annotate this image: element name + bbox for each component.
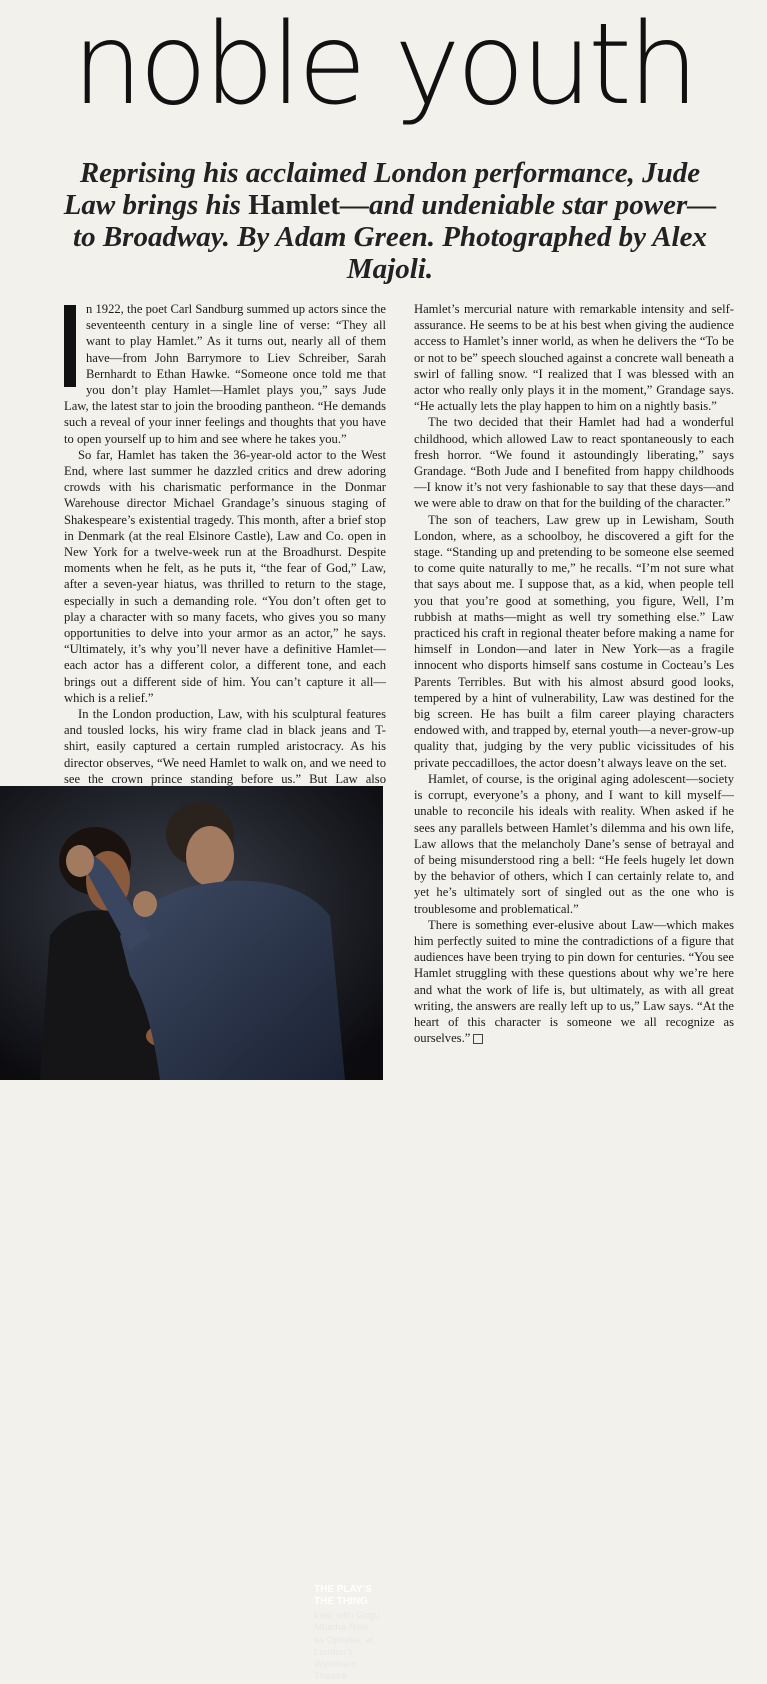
drop-cap — [64, 305, 76, 387]
paragraph: The two decided that their Hamlet had had a wonderful childhood, which allowed Law to react spontaneously to each fresh horror. “We found it astoundingly liberating,” says Grandage. “Both Jude and I benefited from happy childhoods—I know it’s not very fashionable to say that these days—and we were able to draw on that for the building of the character.” — [414, 415, 734, 511]
paragraph: So far, Hamlet has taken the 36-year-old actor to the West End, where last summer he dazzled critics and drew adoring crowds with his charismatic performance in the Donmar Warehouse director Michael Grandage’s sinuous staging of Shakespeare’s existential tragedy. This month, after a brief stop in Denmark (at the real Elsinore Castle), Law and Co. open in New York for a twelve-week run at the Broadhurst. Despite moments when he felt, as he puts it, “the fear of God,” Law, after a seven-year hiatus, was thrilled to return to the stage, especially in such a demanding role. “You don’t often get to play a character with so many facets, who gives you so many opportunities to delve into your armor as an actor,” he says. “Ultimately, it’s why you’ll never have a definitive Hamlet—each actor has a different color, a different tone, and each brings out a different side of him. You can’t capture it all—which is a relief.” — [64, 447, 386, 705]
photo-caption — [314, 1584, 380, 1684]
headline: noble youth — [72, 0, 695, 130]
photo-hamlet-ophelia — [0, 786, 383, 1683]
paragraph-last — [414, 917, 734, 1047]
caption-kicker: THE PLAY’S THE THING — [314, 1584, 372, 1607]
photo-illustration — [0, 786, 383, 1080]
deck-part2: —and undeniable star power—to Broadway. By Adam Green. Photographed by Alex Majoli. — [73, 189, 717, 285]
paragraph: Hamlet’s mercurial nature with remarkable intensity and self-assurance. He seems to be at his best when giving the audience access to Hamlet’s inner world, as when he delivers the “To be or not to be” speech slouched against a concrete wall beneath a swirl of falling snow. “I realized that I was blessed with an actor who really only plays it in the moment,” Grandage says. “He actually lets the play happen to him on a nightly basis.” — [414, 302, 734, 414]
paragraph: n 1922, the poet Carl Sandburg summed up actors since the seventeenth century in a single line of verse: “They all want to play Hamlet.” As it turns out, nearly all of them have—from John Barrymore to Liev Schreiber, Sarah Bernhardt to Ethan Hawke. “Someone once told me that you don’t play Hamlet—Hamlet plays you,” says Jude Law, the latest star to join the brooding pantheon. “He demands such a reveal of your inner feelings and thoughts that you have to open yourself up to him and see where he takes you.” — [64, 302, 386, 446]
deck — [60, 157, 720, 285]
paragraph-text: There is something ever-elusive about Law—which makes him perfectly suited to mine the contradictions of a figure that audiences have been trying to pin down for centuries. “You see Hamlet struggling with these questions about why we’re here and what the work of life is, but ultimately, as with all great writing, the answers are really left up to us,” Law says. “At the heart of this character is someone we all recognize as ourselves.” — [414, 917, 734, 1046]
left-column — [64, 301, 386, 803]
paragraph: In the London production, Law, with his sculptural features and tousled locks, his wiry frame clad in black jeans and T-shirt, easily captured a certain rumpled aristocracy. As his director observes, “We need Hamlet to walk on, and we need to see the crown prince standing before us.” But Law also — [64, 707, 386, 786]
deck-hamlet: Hamlet — [248, 189, 341, 221]
right-column — [414, 301, 734, 1046]
caption-text: Law, with Gugu Mbatha-Raw as Ophelia, at London’s Wyndham Theatre. — [314, 1610, 380, 1683]
paragraph: Hamlet, of course, is the original aging adolescent—society is corrupt, everyone’s a phony, and I want to kill myself—unable to reconcile his ideals with reality. When asked if he sees any parallels between Hamlet’s dilemma and his own life, Law allows that the melancholy Dane’s sense of betrayal and of being misunderstood ring a bell: “He feels hugely let down by the behavior of others, which I can certainly relate to, and yet he’s ultimately sort of singled out as the one who is troublesome and problematical.” — [414, 771, 734, 916]
end-mark-icon — [473, 1034, 483, 1044]
paragraph: The son of teachers, Law grew up in Lewisham, South London, where, as a schoolboy, he discovered a gift for the stage. “Standing up and pretending to be someone else seemed to come quite naturally to me,” he recalls. “I’m not sure what that says about me. I suppose that, as a kid, when people tell you that you’re good at something, you figure, Well, I’m rubbish at maths—might as well try something else.” Law practiced his craft in regional theater before making a name for himself in London—and later in New York—as a fragile innocent who disports himself sans costume in Cocteau’s Les Parents Terribles. But with his almost absurd good looks, tempered by a hint of vulnerability, Law was destined for the big screen. He has built a film career playing characters endowed with, and trapped by, eternal youth—a never-grow-up quality that, judging by the very public vicissitudes of his private peccadilloes, the actor doesn’t always leave on the set. — [414, 512, 734, 770]
deck-part1: Reprising his acclaimed London performance, Jude Law brings his — [63, 157, 701, 221]
